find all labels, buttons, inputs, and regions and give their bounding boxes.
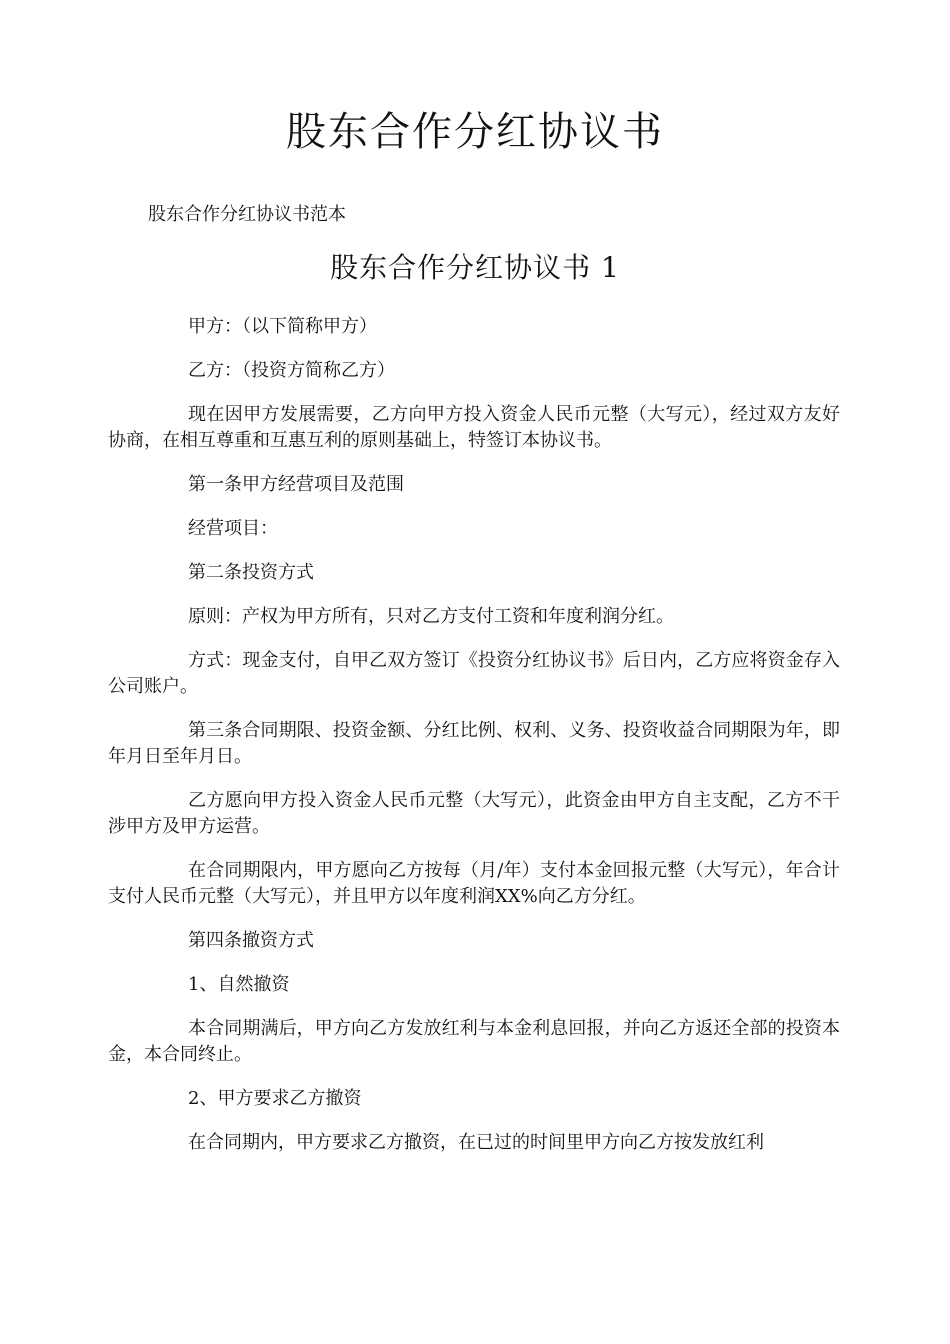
natural-withdrawal-paragraph: 本合同期满后，甲方向乙方发放红利与本金利息回报，并向乙方返还全部的投资本金，本合同终止。 [108,1018,840,1065]
article-3-paragraph: 第三条合同期限、投资金额、分红比例、权利、义务、投资收益合同期限为年，即年月日至年月日。 [108,720,840,767]
business-scope-line: 经营项目： [188,518,278,539]
article-2-heading: 第二条投资方式 [188,562,314,583]
article-4-heading: 第四条撤资方式 [188,930,314,951]
principle-paragraph: 原则：产权为甲方所有，只对乙方支付工资和年度利润分红。 [188,606,674,627]
article-1-heading: 第一条甲方经营项目及范围 [188,474,404,495]
natural-withdrawal-heading: 1、自然撤资 [188,974,290,995]
requested-withdrawal-paragraph: 在合同期内，甲方要求乙方撤资，在已过的时间里甲方向乙方按发放红利 [188,1132,764,1153]
document-title: 股东合作分红协议书 [286,109,664,155]
party-b-line: 乙方：（投资方简称乙方） [188,360,395,381]
section-title: 股东合作分红协议书 1 [330,251,620,284]
document-body [108,314,840,1174]
requested-withdrawal-heading: 2、甲方要求乙方撤资 [188,1088,362,1109]
preamble-paragraph: 现在因甲方发展需要，乙方向甲方投入资金人民币元整（大写元），经过双方友好协商，在相互尊重和互惠互利的原则基础上，特签订本协议书。 [108,404,840,451]
party-a-line: 甲方：（以下简称甲方） [188,316,377,337]
payment-method-paragraph: 方式：现金支付，自甲乙双方签订《投资分红协议书》后日内，乙方应将资金存入公司账户。 [108,650,840,697]
return-paragraph: 在合同期限内，甲方愿向乙方按每（月/年）支付本金回报元整（大写元），年合计支付人民币元整（大写元），并且甲方以年度利润XX%向乙方分红。 [108,860,840,907]
investment-paragraph: 乙方愿向甲方投入资金人民币元整（大写元），此资金由甲方自主支配，乙方不干涉甲方及甲方运营。 [108,790,840,837]
document-subtitle: 股东合作分红协议书范本 [148,204,346,225]
